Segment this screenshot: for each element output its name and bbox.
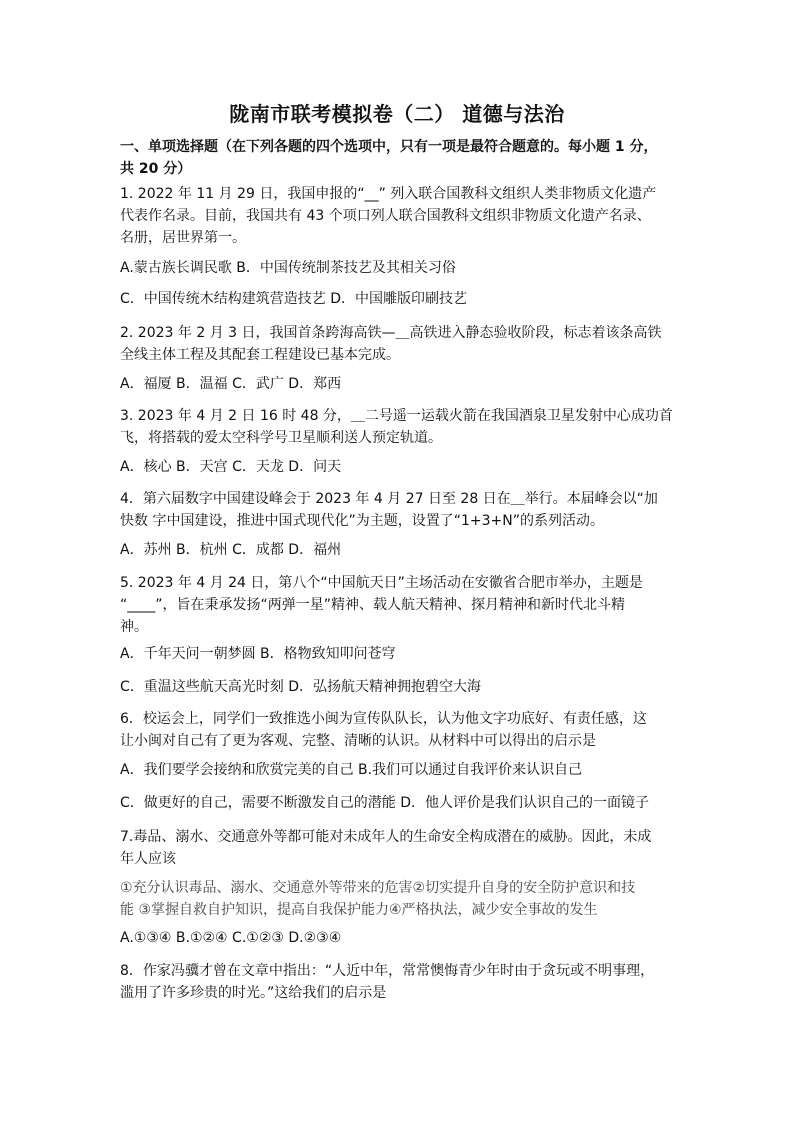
page-title: 陇南市联考模拟卷（二） 道德与法治 <box>229 102 565 126</box>
question-8-stem <box>120 960 690 1004</box>
question-6-stem <box>120 708 690 752</box>
question-1-option-line <box>120 257 690 279</box>
question-5-option-line <box>120 676 690 698</box>
option-line: A．苏州 B．杭州 C．成都 D．福州 <box>120 542 342 558</box>
question-2-option-line <box>120 373 690 395</box>
question-3-stem <box>120 405 690 449</box>
stem-line: 2. 2023 年 2 月 3 日，我国首条跨海高铁—＿高铁进入静态验收阶段，标志着该条高铁 <box>120 325 662 341</box>
section-heading-line: 共 20 分） <box>120 161 192 177</box>
section-heading <box>120 136 690 180</box>
option-line: A.蒙古族长调民歌 B．中国传统制茶技艺及其相关习俗 <box>120 260 456 276</box>
option-line: A．核心 B．天宫 C．天龙 D．问天 <box>120 459 342 475</box>
stem-line: 4．第六届数字中国建设峰会于 2023 年 4 月 27 日至 28 日在＿举行。本届峰会以“加 <box>120 491 658 507</box>
question-7-items <box>120 877 690 921</box>
question-6-option-line <box>120 792 690 814</box>
section-heading-line: 一、单项选择题（在下列各题的四个选项中，只有一项是最符合题意的。每小题 1 分， <box>120 139 658 155</box>
option-line: A．我们要学会接纳和欣赏完美的自己 B.我们可以通过自我评价来认识自己 <box>120 762 583 778</box>
stem-line: 名册，居世界第一。 <box>120 230 246 246</box>
question-4-stem <box>120 488 690 532</box>
stem-line: 滥用了许多珍贵的时光。”这给我们的启示是 <box>120 985 387 1001</box>
question-1-option-line <box>120 288 690 310</box>
stem-line: 6．校运会上，同学们一致推选小闽为宣传队队长，认为他文字功底好、有责任感，这 <box>120 711 647 727</box>
option-line: C．做更好的自己，需要不断激发自己的潜能 D．他人评价是我们认识自己的一面镜子 <box>120 795 650 811</box>
question-5-option-line <box>120 643 690 665</box>
stem-line: 飞，将搭载的爱太空科学号卫星顺利送人预定轨道。 <box>120 430 442 446</box>
stem-line: 全线主体工程及其配套工程建设已基本完成。 <box>120 347 400 363</box>
stem-line: 神。 <box>120 619 148 635</box>
question-1-stem <box>120 183 690 249</box>
stem-line: 年人应该 <box>120 851 176 867</box>
question-7-option-line <box>120 927 690 949</box>
option-line: A．福厦 B．温福 C．武广 D．郑西 <box>120 376 342 392</box>
stem-line: 5. 2023 年 4 月 24 日，第八个“中国航天日”主场活动在安徽省合肥市举办，主题是 <box>120 575 643 591</box>
option-line: C．重温这些航天高光时刻 D．弘扬航天精神拥抱碧空大海 <box>120 679 482 695</box>
stem-line: 1. 2022 年 11 月 29 日，我国申报的“__” 列入联合国教科文组织人类非物质文化遗产 <box>120 186 657 202</box>
stem-line: 代表作名录。目前，我国共有 43 个项口列人联合国教科文组织非物质文化遗产名录、 <box>120 208 651 224</box>
stem-line: 让小闽对自己有了更为客观、完整、清晰的认识。从材料中可以得出的启示是 <box>120 733 596 749</box>
stem-line: 8．作家冯骥才曾在文章中指出：“人近中年，常常懊悔青少年时由于贪玩或不明事理， <box>120 963 655 979</box>
stem-line: 快数 字中国建设，推进中国式现代化”为主题，设置了“1+3+N”的系列活动。 <box>120 513 604 529</box>
question-6-option-line <box>120 759 690 781</box>
stem-line: “____”，旨在秉承发扬“两弹一星”精神、载人航天精神、探月精神和新时代北斗精 <box>120 597 626 613</box>
question-4-option-line <box>120 539 690 561</box>
item-line: ①充分认识毒品、溺水、交通意外等带来的危害②切实提升自身的安全防护意识和技 <box>120 880 636 896</box>
question-3-option-line <box>120 456 690 478</box>
option-line: A．千年天问一朝梦圆 B．格物致知叩问苍穹 <box>120 646 396 662</box>
question-2-stem <box>120 322 690 366</box>
stem-line: 7.毒品、溺水、交通意外等都可能对未成年人的生命安全构成潜在的威胁。因此，未成 <box>120 829 652 845</box>
option-line: C．中国传统木结构建筑营造技艺 D．中国雕版印刷技艺 <box>120 291 468 307</box>
option-line: A.①③④ B.①②④ C.①②③ D.②③④ <box>120 930 342 946</box>
stem-line: 3. 2023 年 4 月 2 日 16 时 48 分，＿二号遥一运载火箭在我国酒泉卫星发射中心成功首 <box>120 408 673 424</box>
question-7-stem <box>120 826 690 870</box>
question-5-stem <box>120 572 690 638</box>
item-line: 能 ③掌握自救自护知识，提高自我保护能力④严格执法，减少安全事故的发生 <box>120 902 598 918</box>
